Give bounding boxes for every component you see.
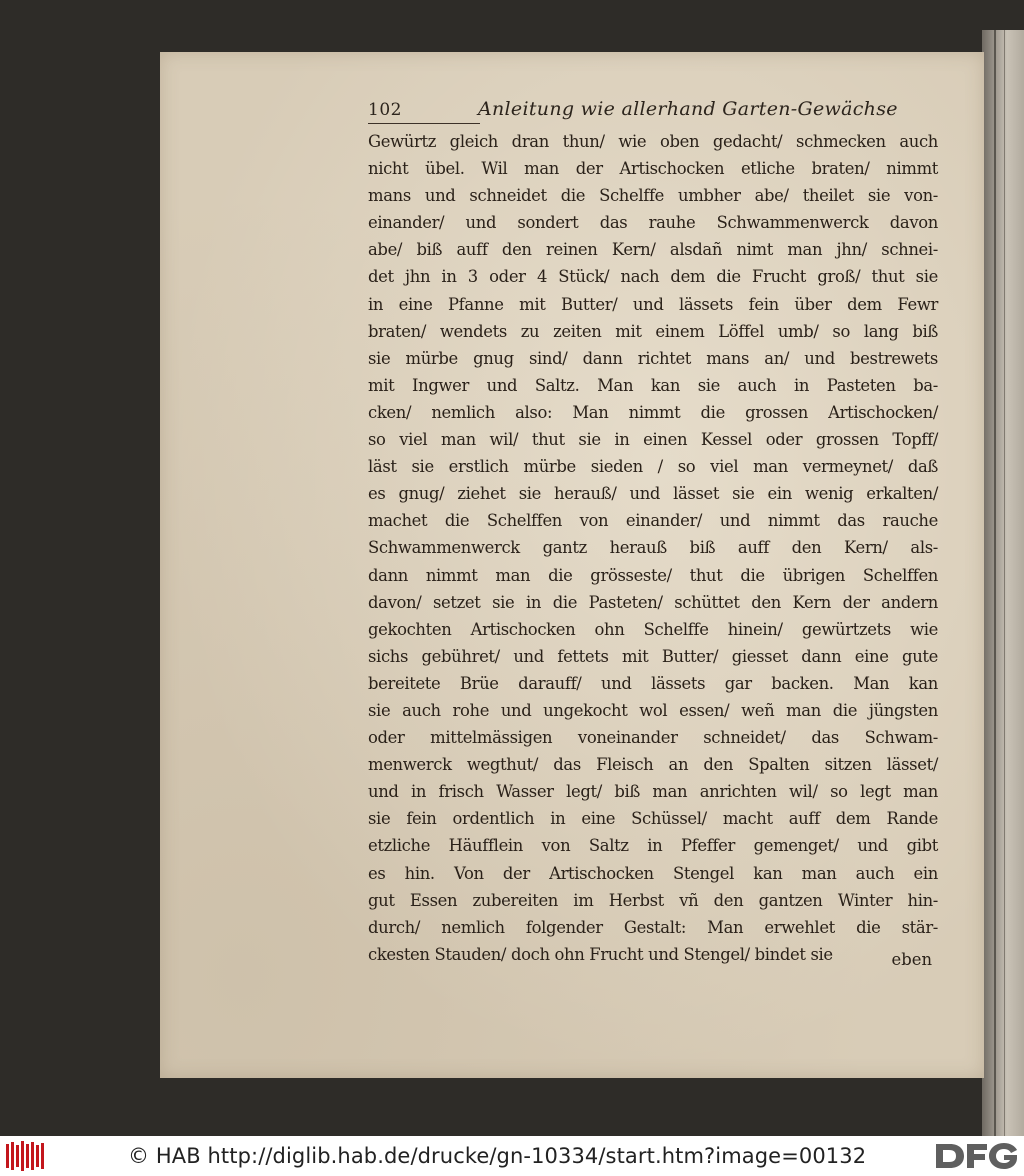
hab-logo[interactable] — [4, 1140, 46, 1172]
text-line: Gewürtz gleich dran thun/ wie oben gedacht/ schmecken auch — [368, 132, 938, 151]
text-line: läst sie erstlich mürbe sieden / so viel man vermeynet/ daß — [368, 457, 938, 477]
text-line: cken/ nemlich also: Man nimmt die grossen Artischocken/ — [368, 402, 938, 422]
text-line: und in frisch Wasser legt/ biß man anrichten wil/ so legt man — [368, 782, 938, 802]
text-line: sie mürbe gnug sind/ dann richtet mans an/ und bestrewets — [368, 348, 938, 368]
footer-bar — [0, 1136, 1024, 1176]
footer-credit-link[interactable]: © HAB http://diglib.hab.de/drucke/gn-10334/start.htm?image=00132 — [128, 1144, 867, 1168]
header-rule — [368, 123, 480, 124]
text-line: gekochten Artischocken ohn Schelffe hinein/ gewürtzets wie — [368, 619, 938, 639]
text-line: sie auch rohe und ungekocht wol essen/ weñ man die jüngsten — [368, 700, 938, 720]
text-line: es gnug/ ziehet sie herauß/ und lässet sie ein wenig erkalten/ — [368, 484, 938, 504]
text-line: einander/ und sondert das rauhe Schwammenwerck davon — [368, 213, 938, 233]
body-text — [368, 128, 938, 968]
text-line: ckesten Stauden/ doch ohn Frucht und Stengel/ bindet sie — [368, 944, 833, 964]
hab-logo-icon — [4, 1140, 46, 1172]
page-stack-edge — [982, 30, 1024, 1136]
text-line: nicht übel. Wil man der Artischocken etliche braten/ nimmt — [368, 159, 938, 179]
text-line: det jhn in 3 oder 4 Stück/ nach dem die Frucht groß/ thut sie — [368, 267, 938, 287]
text-line: gut Essen zubereiten im Herbst vñ den gantzen Winter hin- — [368, 890, 938, 910]
dfg-logo-icon — [932, 1140, 1020, 1172]
page-header — [368, 96, 940, 124]
text-line: etzliche Häufflein von Saltz in Pfeffer gemenget/ und gibt — [368, 836, 938, 856]
text-line: dann nimmt man die grösseste/ thut die übrigen Schelffen — [368, 565, 938, 585]
text-line: oder mittelmässigen voneinander schneidet/ das Schwam- — [368, 728, 938, 748]
text-line: sichs gebühret/ und fettets mit Butter/ giesset dann eine gute — [368, 646, 938, 666]
text-line: sie fein ordentlich in eine Schüssel/ macht auff dem Rande — [368, 809, 938, 829]
page-number: 102 — [368, 100, 402, 120]
dfg-logo[interactable] — [932, 1140, 1020, 1172]
text-line: bereitete Brüe darauff/ und lässets gar backen. Man kan — [368, 673, 938, 693]
text-line: braten/ wendets zu zeiten mit einem Löffel umb/ so lang biß — [368, 321, 938, 341]
text-line: machet die Schelffen von einander/ und nimmt das rauche — [368, 511, 938, 531]
running-head: Anleitung wie allerhand Garten-Gewächse — [478, 98, 898, 120]
text-line: davon/ setzet sie in die Pasteten/ schüttet den Kern der andern — [368, 592, 938, 612]
catchword: eben — [891, 950, 932, 969]
text-line: menwerck wegthut/ das Fleisch an den Spalten sitzen lässet/ — [368, 755, 938, 775]
text-line: abe/ biß auff den reinen Kern/ alsdañ nimt man jhn/ schnei- — [368, 240, 938, 260]
text-line: durch/ nemlich folgender Gestalt: Man erwehlet die stär- — [368, 917, 938, 937]
text-line: so viel man wil/ thut sie in einen Kessel oder grossen Topff/ — [368, 430, 938, 450]
text-line: mit Ingwer und Saltz. Man kan sie auch in Pasteten ba- — [368, 375, 938, 395]
text-line: es hin. Von der Artischocken Stengel kan man auch ein — [368, 863, 938, 883]
text-line: mans und schneidet die Schelffe umbher abe/ theilet sie von- — [368, 186, 938, 206]
text-line: in eine Pfanne mit Butter/ und lässets fein über dem Fewr — [368, 294, 938, 314]
text-line: Schwammenwerck gantz herauß biß auff den Kern/ als- — [368, 538, 938, 558]
